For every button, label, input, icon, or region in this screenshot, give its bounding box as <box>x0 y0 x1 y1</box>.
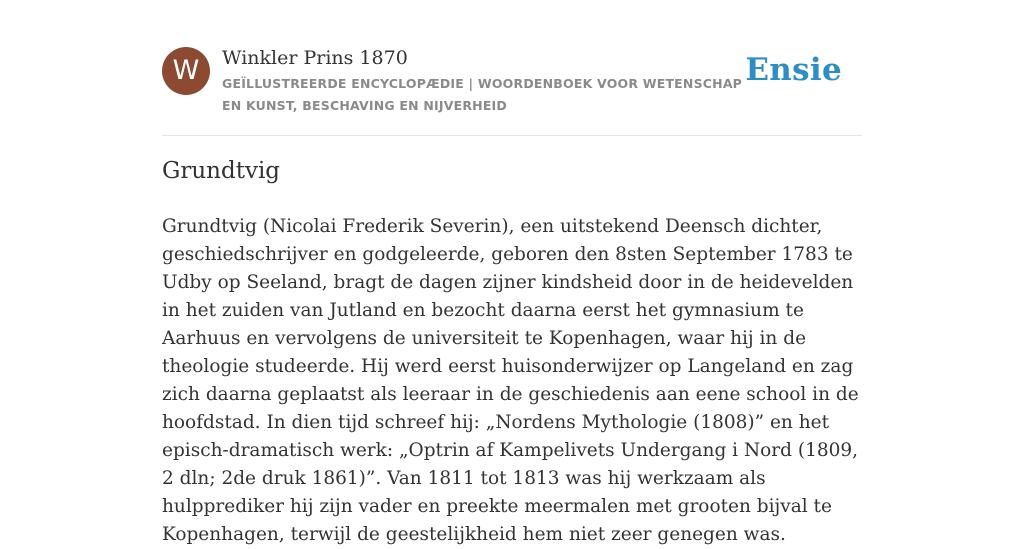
article-title: Grundtvig <box>162 158 281 184</box>
avatar[interactable]: W <box>162 47 210 95</box>
source-header <box>162 46 862 116</box>
source-title[interactable]: Winkler Prins 1870 <box>222 47 408 69</box>
article-body: Grundtvig (Nicolai Frederik Severin), een uitstekend Deensch dichter, geschiedschrijver en godgeleerde, geboren den 8sten September 1783 te Udby op Seeland, bragt de dagen zijner kindsheid door in de heidevelden in het zuiden van Jutland en bezocht daarna eerst het gymnasium te Aarhuus en vervolgens de universiteit te Kopenhagen, waar hij in de theologie studeerde. Hij werd eerst huisonderwijzer op Langeland en zag zich daarna geplaatst als leeraar in de geschiedenis aan eene school in de hoofdstad. In dien tijd schreef hij: „Nordens Mythologie (1808)” en het episch-dramatisch werk: „Optrin af Kampelivets Undergang i Nord (1809, 2 dln; 2de druk 1861)”. Van 1811 tot 1813 was hij werkzaam als hulpprediker hij zijn vader en preekte meermalen met grooten bijval te Kopenhagen, terwijl de geestelijkheid hem niet zeer genegen was. <box>162 216 859 545</box>
source-subtitle: GEÏLLUSTREERDE ENCYCLOPÆDIE | WOORDENBOEK VOOR WETENSCHAP EN KUNST, BESCHAVING EN NIJVERHEID <box>222 76 743 113</box>
header-divider <box>162 135 862 136</box>
ensie-logo[interactable]: Ensie <box>745 52 842 88</box>
